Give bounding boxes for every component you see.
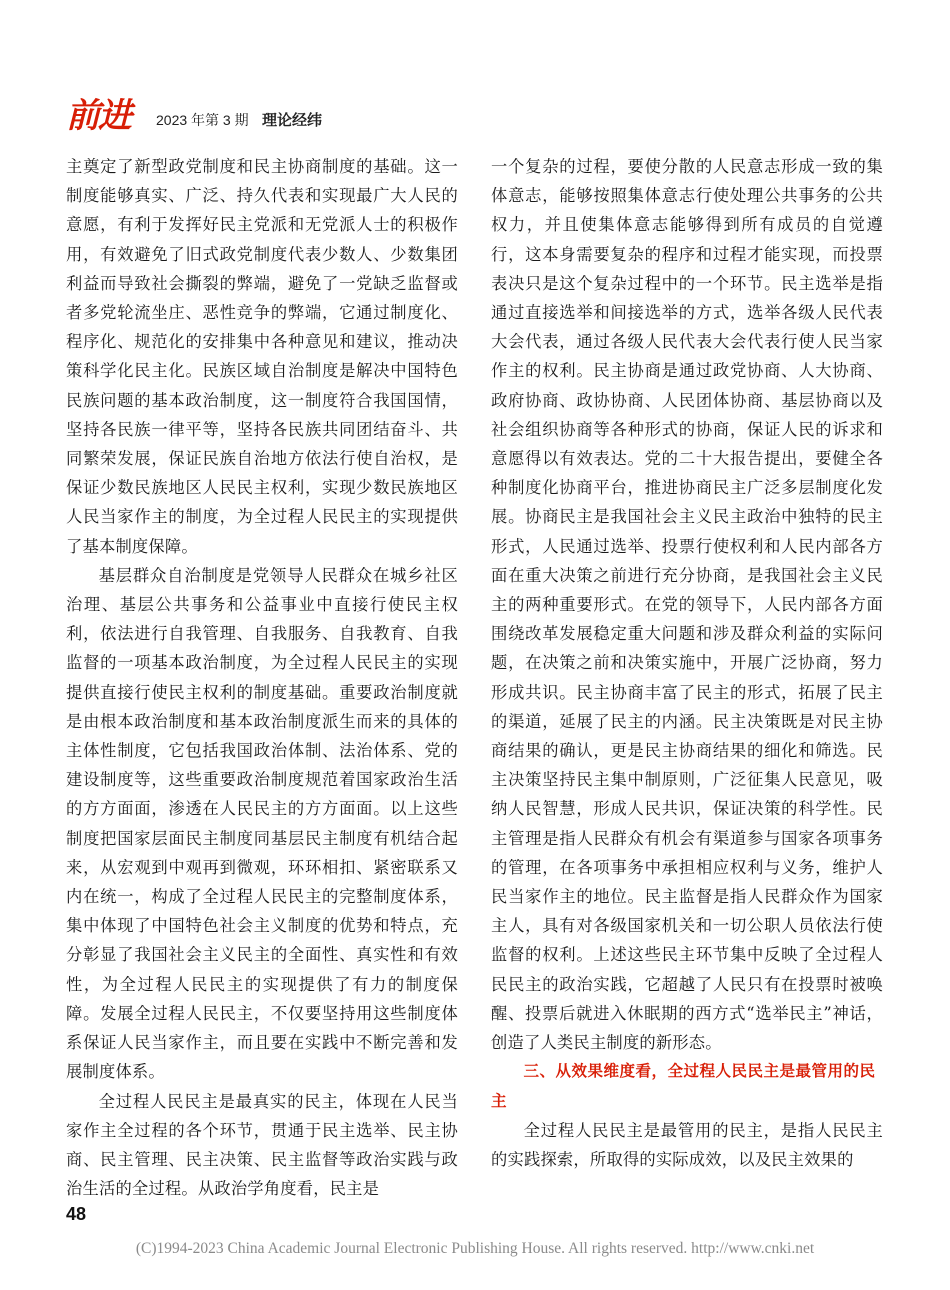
page-number: 48 (66, 1204, 87, 1224)
paragraph: 全过程人民民主是最真实的民主，体现在人民当家作主全过程的各个环节，贯通于民主选举、民主协商、民主管理、民主决策、民主监督等政治实践与政治生活的全过程。从政治学角度看，民主是 (66, 1091, 458, 1199)
paragraph: 全过程人民民主是最管用的民主，是指人民民主的实践探索，所取得的实际成效，以及民主效果的 (491, 1120, 883, 1169)
section-heading: 三、从效果维度看，全过程人民民主是最管用的民主 (491, 1062, 876, 1110)
section-label: 理论经纬 (262, 112, 323, 129)
issue-label: 2023 年第 3 期 (156, 112, 249, 128)
journal-logo: 前进 (66, 96, 130, 136)
left-column (66, 152, 458, 1203)
right-column (491, 152, 883, 1174)
paragraph: 一个复杂的过程，要使分散的人民意志形成一致的集体意志，能够按照集体意志行使处理公共事务的公共权力，并且使集体意志能够得到所有成员的自觉遵行，这本身需要复杂的程序和过程才能实现，而投票表决只是这个复杂过程中的一个环节。民主选举是指通过直接选举和间接选举的方式，选举各级人民代表大会代表，通过各级人民代表大会代表行使人民当家作主的权利。民主协商是通过政党协商、人大协商、政府协商、政协协商、人民团体协商、基层协商以及社会组织协商等各种形式的协商，保证人民的诉求和意愿得以有效表达。党的二十大报告提出，要健全各种制度化协商平台，推进协商民主广泛多层制度化发展。协商民主是我国社会主义民主政治中独特的民主形式，人民通过选举、投票行使权利和人民内部各方面在重大决策之前进行充分协商，是我国社会主义民主的两种重要形式。在党的领导下，人民内部各方面围绕改革发展稳定重大问题和涉及群众利益的实际问题，在决策之前和决策实施中，开展广泛协商，努力形成共识。民主协商丰富了民主的形式，拓展了民主的渠道，延展了民主的内涵。民主决策既是对民主协商结果的确认，更是民主协商结果的细化和筛选。民主决策坚持民主集中制原则，广泛征集人民意见，吸纳人民智慧，形成人民共识，保证决策的科学性。民主管理是指人民群众有机会有渠道参与国家各项事务的管理，在各项事务中承担相应权利与义务，维护人民当家作主的地位。民主监督是指人民群众作为国家主人，具有对各级国家机关和一切公职人员依法行使监督的权利。上述这些民主环节集中反映了全过程人民民主的政治实践，它超越了人民只有在投票时被唤醒、投票后就进入休眠期的西方式“选举民主”神话，创造了人类民主制度的新形态。 (491, 157, 883, 1053)
copyright-notice: (C)1994-2023 China Academic Journal Electronic Publishing House. All rights reserved. http://www.cnki.net (135, 1240, 815, 1257)
paragraph: 主奠定了新型政党制度和民主协商制度的基础。这一制度能够真实、广泛、持久代表和实现最广大人民的意愿，有利于发挥好民主党派和无党派人士的积极作用，有效避免了旧式政党制度代表少数人、少数集团利益而导致社会撕裂的弊端，避免了一党缺乏监督或者多党轮流坐庄、恶性竞争的弊端，它通过制度化、程序化、规范化的安排集中各种意见和建议，推动决策科学化民主化。民族区域自治制度是解决中国特色民族问题的基本政治制度，这一制度符合我国国情，坚持各民族一律平等，坚持各民族共同团结奋斗、共同繁荣发展，保证民族自治地方依法行使自治权，是保证少数民族地区人民民主权利，实现少数民族地区人民当家作主的制度，为全过程人民民主的实现提供了基本制度保障。 (66, 157, 458, 556)
paragraph: 基层群众自治制度是党领导人民群众在城乡社区治理、基层公共事务和公益事业中直接行使民主权利，依法进行自我管理、自我服务、自我教育、自我监督的一项基本政治制度，为全过程人民民主的实现提供直接行使民主权利的制度基础。重要政治制度就是由根本政治制度和基本政治制度派生而来的具体的主体性制度，它包括我国政治体制、法治体系、党的建设制度等，这些重要政治制度规范着国家政治生活的方方面面，渗透在人民民主的方方面面。以上这些制度把国家层面民主制度同基层民主制度有机结合起来，从宏观到中观再到微观，环环相扣、紧密联系又内在统一，构成了全过程人民民主的完整制度体系，集中体现了中国特色社会主义制度的优势和特点，充分彰显了我国社会主义民主的全面性、真实性和有效性，为全过程人民民主的实现提供了有力的制度保障。发展全过程人民民主，不仅要坚持用这些制度体系保证人民当家作主，而且要在实践中不断完善和发展制度体系。 (66, 565, 458, 1082)
page-header (66, 96, 886, 136)
